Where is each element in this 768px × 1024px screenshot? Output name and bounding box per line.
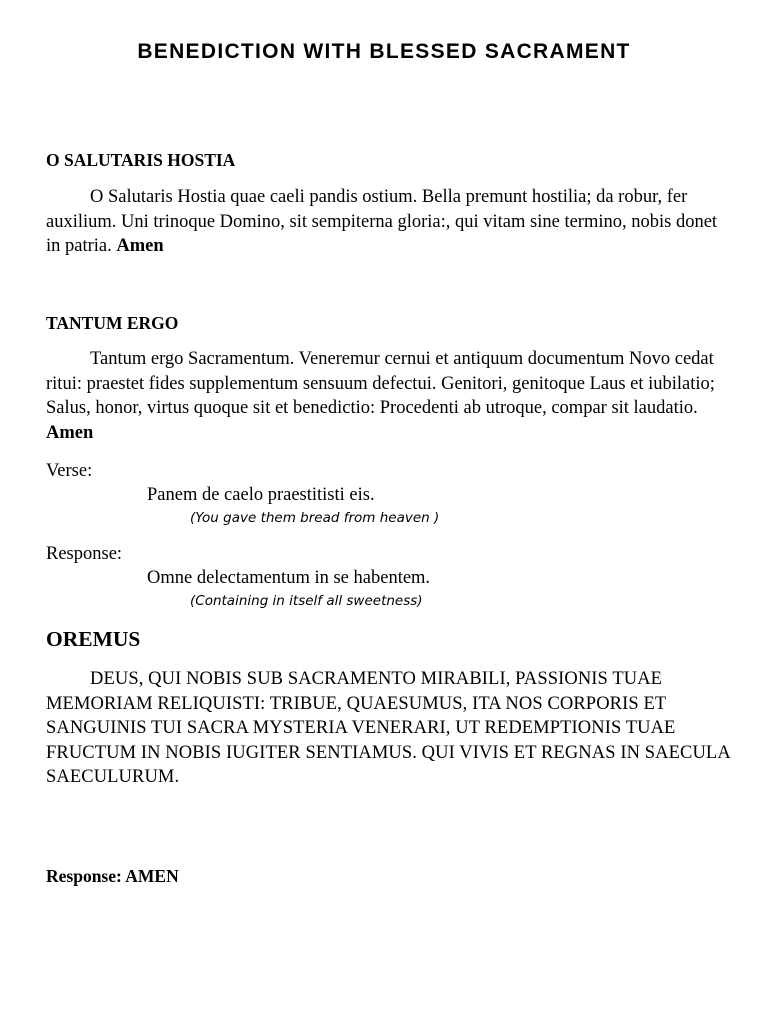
o-salutaris-heading: O SALUTARIS HOSTIA	[46, 150, 236, 170]
tantum-ergo-amen: Amen	[46, 422, 94, 443]
verse-latin: Panem de caelo praestitisti eis.	[147, 485, 375, 505]
oremus-prayer: DEUS, QUI NOBIS SUB SACRAMENTO MIRABILI, PASSIONIS TUAE MEMORIAM RELIQUISTI: TRIBUE, QUAESUMUS, ITA NOS CORPORIS ET SANGUINIS TUI SACRA MYSTERIA VENERARI, UT REDEMPTIONIS TUAE FRUCTUM IN NOBIS IUGITER SENTIAMUS. QUI VIVIS ET REGNAS IN SAECULA SAECULURUM.	[46, 669, 730, 787]
response-latin: Omne delectamentum in se habentem.	[147, 568, 431, 588]
tantum-ergo-text: Tantum ergo Sacramentum. Veneremur cernui et antiquum documentum Novo cedat ritui: praestet fides supplementum sensuum defectui. Genitori, genitoque Laus et iubilatio; Salus, honor, virtus quoque sit et benedictio: Procedenti ab utroque, compar sit laudatio.	[46, 349, 715, 418]
o-salutaris-text: O Salutaris Hostia quae caeli pandis ostium. Bella premunt hostilia; da robur, fer auxilium. Uni trinoque Domino, sit sempiterna gloria:, qui vitam sine termino, nobis donet in patria.	[46, 187, 718, 256]
verse-label: Verse:	[46, 461, 93, 481]
tantum-ergo-paragraph	[46, 347, 736, 445]
final-response: Response: AMEN	[46, 866, 179, 886]
o-salutaris-amen: Amen	[116, 236, 164, 256]
document-title: BENEDICTION WITH BLESSED SACRAMENT	[137, 40, 631, 63]
response-translation: (Containing in itself all sweetness)	[190, 593, 423, 609]
o-salutaris-paragraph	[46, 185, 736, 259]
tantum-ergo-heading: TANTUM ERGO	[46, 313, 179, 333]
response-label: Response:	[46, 544, 123, 564]
oremus-heading: OREMUS	[46, 627, 141, 651]
verse-translation: (You gave them bread from heaven )	[190, 510, 440, 526]
